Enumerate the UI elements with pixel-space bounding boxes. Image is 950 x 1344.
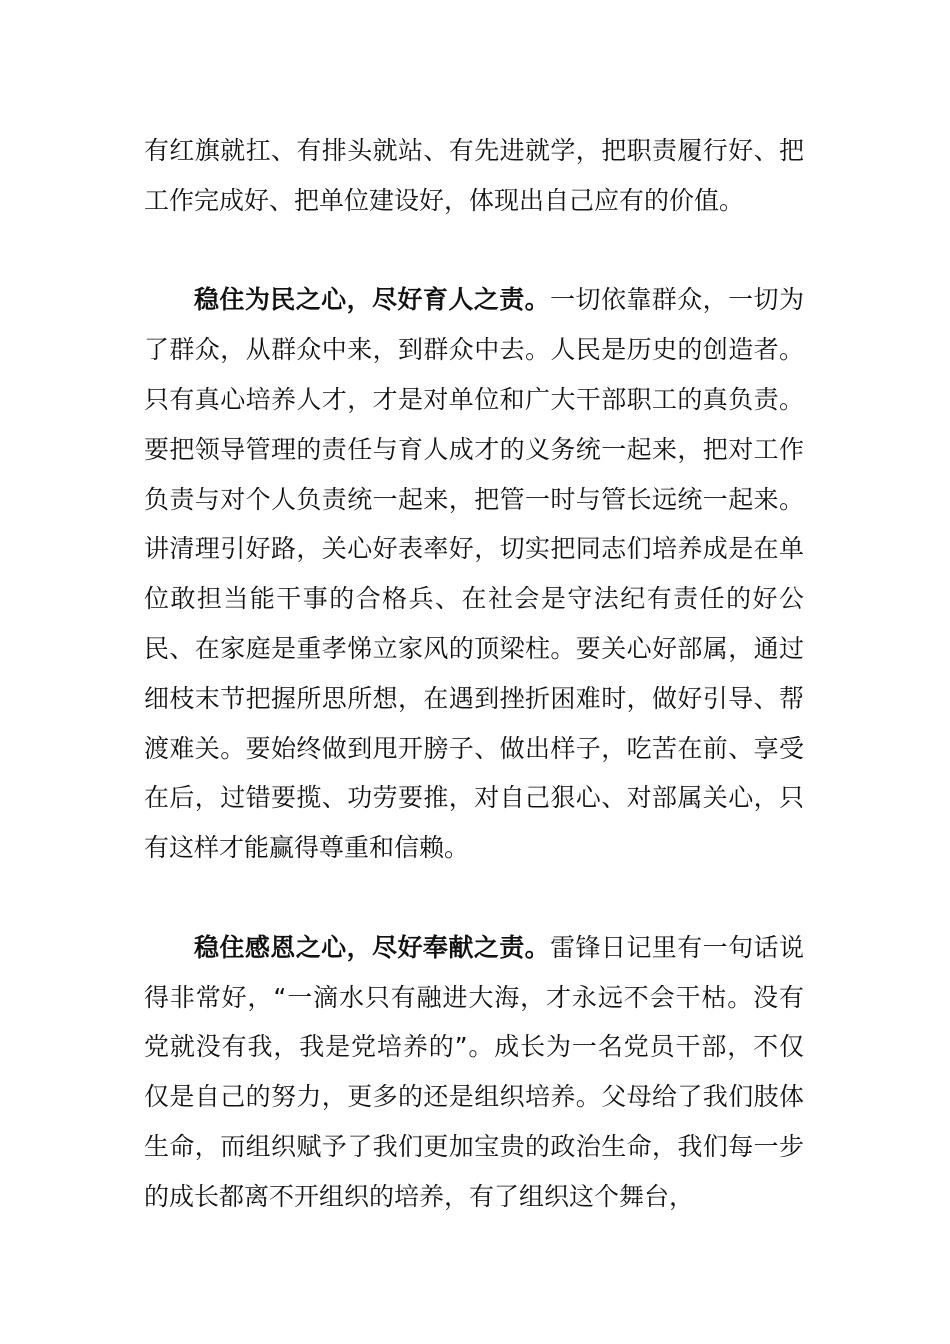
- document-page: [144, 126, 804, 1222]
- paragraph-continuation: [144, 126, 804, 226]
- paragraph-body: 雷锋日记里有一句话说得非常好，“一滴水只有融进大海，才永远不会干枯。没有党就没有我，我是党培养的”。成长为一名党员干部，不仅仅是自己的努力，更多的还是组织培养。父母给了我们肢体生命，而组织赋予了我们更加宝贵的政治生命，我们每一步的成长都离不开组织的培养，有了组织这个舞台，: [144, 932, 804, 1211]
- paragraph-heading: 稳住感恩之心，尽好奉献之责。: [194, 932, 551, 962]
- paragraph-body: 有红旗就扛、有排头就站、有先进就学，把职责履行好、把工作完成好、把单位建设好，体现出自己应有的价值。: [144, 136, 804, 215]
- paragraph-body: 一切依靠群众，一切为了群众，从群众中来，到群众中去。人民是历史的创造者。只有真心培养人才，才是对单位和广大干部职工的真负责。要把领导管理的责任与育人成才的义务统一起来，把对工作负责与对个人负责统一起来，把管一时与管长远统一起来。讲清理引好路，关心好表率好，切实把同志们培养成是在单位敢担当能干事的合格兵、在社会是守法纪有责任的好公民、在家庭是重孝悌立家风的顶梁柱。要关心好部属，通过细枝末节把握所思所想，在遇到挫折困难时，做好引导、帮渡难关。要始终做到甩开膀子、做出样子，吃苦在前、享受在后，过错要揽、功劳要推，对自己狠心、对部属关心，只有这样才能赢得尊重和信赖。: [144, 285, 804, 863]
- paragraph-serve-people: [144, 275, 804, 873]
- paragraph-heading: 稳住为民之心，尽好育人之责。: [194, 285, 551, 315]
- paragraph-gratitude: [144, 923, 804, 1222]
